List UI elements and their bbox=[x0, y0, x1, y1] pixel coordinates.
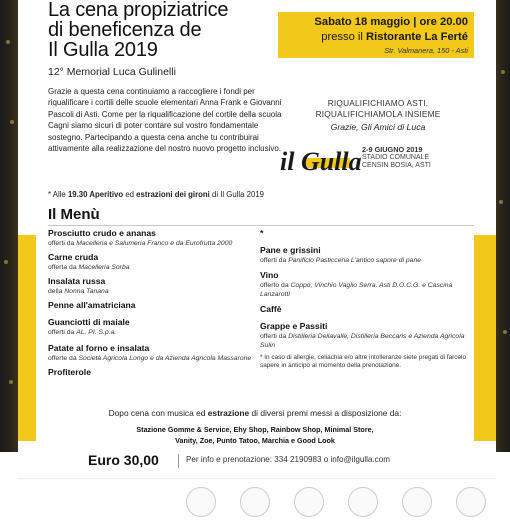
intro-paragraph: Grazie a questa cena continuiamo a raccogliere i fondi per riqualificare i cortili delle scuole elementari Anna Frank e Giovanni Pascoli di Asti. Come per la riqualificazione del cortile della scuola Cagni siamo sicuri di poter contare sul vostro fondamentale sostegno. Partecipando a questa cena anche tu contribuirai attivamente alla realizzazione del nostro nuovo progetto inclusivo. bbox=[48, 87, 282, 154]
sponsor-logo bbox=[294, 487, 324, 517]
credit-prefix: offerti da bbox=[260, 257, 287, 264]
menu-dish: Insalata russa bbox=[48, 276, 106, 286]
menu-dish-credit bbox=[260, 256, 474, 265]
credit-prefix: offerta da bbox=[48, 264, 77, 271]
sponsor-logos-strip bbox=[18, 478, 496, 522]
menu-dish-credit bbox=[48, 287, 258, 296]
after-dinner-line bbox=[36, 408, 474, 418]
credit-prefix: offerti da bbox=[260, 333, 287, 340]
event-date-time: Sabato 18 maggio | ore 20.00 bbox=[314, 16, 468, 28]
after-dinner-suffix: di diversi premi messi a disposizione da: bbox=[251, 408, 402, 418]
menu-dish: * bbox=[260, 228, 264, 238]
allergy-note: * In caso di allergie, celiachia e/o altre intolleranze siete pregati di farcelo sapere in anticipo al momento della prenotazione. bbox=[260, 354, 467, 370]
gulla-place bbox=[362, 154, 472, 171]
credit-prefix: della bbox=[48, 288, 63, 295]
title-line-3: Il Gulla 2019 bbox=[48, 39, 158, 61]
motto bbox=[278, 98, 478, 120]
credit-prefix: offerte da bbox=[48, 355, 77, 362]
menu-item bbox=[260, 245, 474, 265]
aperitivo-note bbox=[48, 190, 264, 199]
menu-item bbox=[260, 270, 474, 299]
sponsor-logo bbox=[240, 487, 270, 517]
gulla-logo bbox=[278, 136, 362, 180]
menu-dish-credit bbox=[48, 328, 258, 337]
menu-dish: Pane e grissini bbox=[260, 245, 321, 255]
credit-name: Panificio Pasticceria L'antico sapore di pane bbox=[288, 257, 422, 264]
menu-item bbox=[48, 252, 258, 272]
after-dinner-prefix: Dopo cena con musica ed bbox=[108, 408, 206, 418]
event-address: Str. Valmanera, 150 - Asti bbox=[384, 46, 468, 55]
gulla-place-line-2: CENSIN BOSIA, ASTI bbox=[362, 162, 431, 170]
menu-dish-credit bbox=[48, 263, 258, 272]
menu-dish: Carne cruda bbox=[48, 252, 99, 262]
menu-right-column bbox=[260, 228, 474, 371]
aperitivo-suffix: di Il Gulla 2019 bbox=[212, 190, 265, 199]
menu-title: Il Menù bbox=[48, 206, 100, 223]
credit-name: Coppo, Vinchio Vaglio Serra, Asti D.O.C.G. e Cascina Lanzarotti bbox=[260, 282, 453, 298]
menu-dish: Vino bbox=[260, 270, 279, 280]
right-photo-edge bbox=[496, 0, 510, 510]
menu-dish: Patate al forno e insalata bbox=[48, 343, 150, 353]
menu-item bbox=[48, 276, 258, 296]
gulla-logo-text: il Gulla bbox=[280, 147, 362, 176]
credit-name: Società Agricola Longo e da Azienda Agricola Massarone bbox=[78, 355, 252, 362]
sponsor-logo bbox=[348, 487, 378, 517]
motto-line-2: RIQUALIFICHIAMOLA INSIEME bbox=[315, 109, 441, 119]
menu-left-column bbox=[48, 228, 258, 384]
thanks-line: Grazie, Gli Amici di Luca bbox=[330, 122, 426, 132]
credit-name: Distilleria Dellavalle, Distilleria Beccaris e Azienda Agricola Sulin bbox=[260, 333, 465, 349]
menu-dish: Profiterole bbox=[48, 367, 91, 377]
motto-line-1: RIQUALIFICHIAMO ASTI, bbox=[327, 98, 429, 108]
menu-divider bbox=[48, 225, 474, 226]
menu-item bbox=[48, 317, 258, 337]
price-separator bbox=[178, 454, 179, 468]
credit-name: Nonna Tanana bbox=[64, 288, 109, 295]
aperitivo-mid: ed bbox=[125, 190, 134, 199]
sponsor-logo bbox=[402, 487, 432, 517]
menu-item bbox=[260, 228, 474, 239]
menu-item bbox=[48, 343, 258, 363]
sponsor-logo bbox=[456, 487, 486, 517]
menu-dish: Penne all'amatriciana bbox=[48, 300, 136, 310]
venue-prefix: presso il bbox=[321, 31, 363, 43]
event-venue bbox=[284, 31, 468, 43]
credit-prefix: offerti da bbox=[48, 329, 75, 336]
menu-dish-credit bbox=[48, 239, 258, 248]
menu-item bbox=[48, 367, 258, 378]
sponsor-logo bbox=[186, 487, 216, 517]
credit-prefix: offerti da bbox=[48, 240, 75, 247]
menu-item bbox=[260, 304, 474, 315]
aperitivo-prefix: * Alle bbox=[48, 190, 66, 199]
menu-dish: Guanciotti di maiale bbox=[48, 317, 130, 327]
menu-dish: Caffè bbox=[260, 304, 282, 314]
credit-name: Macelleria Sorba bbox=[78, 264, 130, 271]
title-line-1: La cena propiziatrice bbox=[48, 0, 229, 21]
booking-info: Per info e prenotazione: 334 2190983 o info@ilgulla.com bbox=[186, 455, 390, 464]
menu-dish-credit bbox=[260, 281, 474, 299]
left-photo-edge bbox=[0, 0, 18, 510]
menu-item bbox=[260, 321, 474, 350]
gulla-place-line-1: STADIO COMUNALE bbox=[362, 154, 430, 161]
after-dinner-bold: estrazione bbox=[207, 408, 250, 418]
aperitivo-time: 19.30 Aperitivo bbox=[67, 190, 124, 199]
menu-dish-credit bbox=[48, 354, 258, 363]
title-line-2: di beneficenza de bbox=[48, 19, 202, 41]
sponsors-line2: Vanity, Zoe, Punto Tatoo, Marchia e Good Look bbox=[175, 436, 335, 445]
venue-name: Ristorante La Ferté bbox=[366, 31, 468, 43]
gulla-dates: 2-9 GIUGNO 2019 bbox=[362, 145, 423, 154]
aperitivo-draw: estrazioni dei gironi bbox=[136, 190, 210, 199]
credit-name: AL. PI. S.p.a. bbox=[76, 329, 117, 336]
price: Euro 30,00 bbox=[88, 452, 159, 468]
sponsors-list bbox=[36, 424, 474, 446]
menu-dish: Prosciutto crudo e ananas bbox=[48, 228, 156, 238]
credit-name: Macelleria e Salumeria Franco e da Eurofrutta 2000 bbox=[76, 240, 233, 247]
menu-item bbox=[48, 300, 258, 311]
menu-dish: Grappe e Passiti bbox=[260, 321, 328, 331]
page-title bbox=[48, 0, 228, 60]
memorial-subtitle: 12° Memorial Luca Gulinelli bbox=[48, 66, 176, 78]
credit-prefix: offerto da bbox=[260, 282, 289, 289]
menu-dish-credit bbox=[260, 332, 474, 350]
menu-item bbox=[48, 228, 258, 248]
sponsors-line1: Stazione Gomme & Service, Ehy Shop, Rainbow Shop, Minimal Store, bbox=[136, 425, 374, 434]
